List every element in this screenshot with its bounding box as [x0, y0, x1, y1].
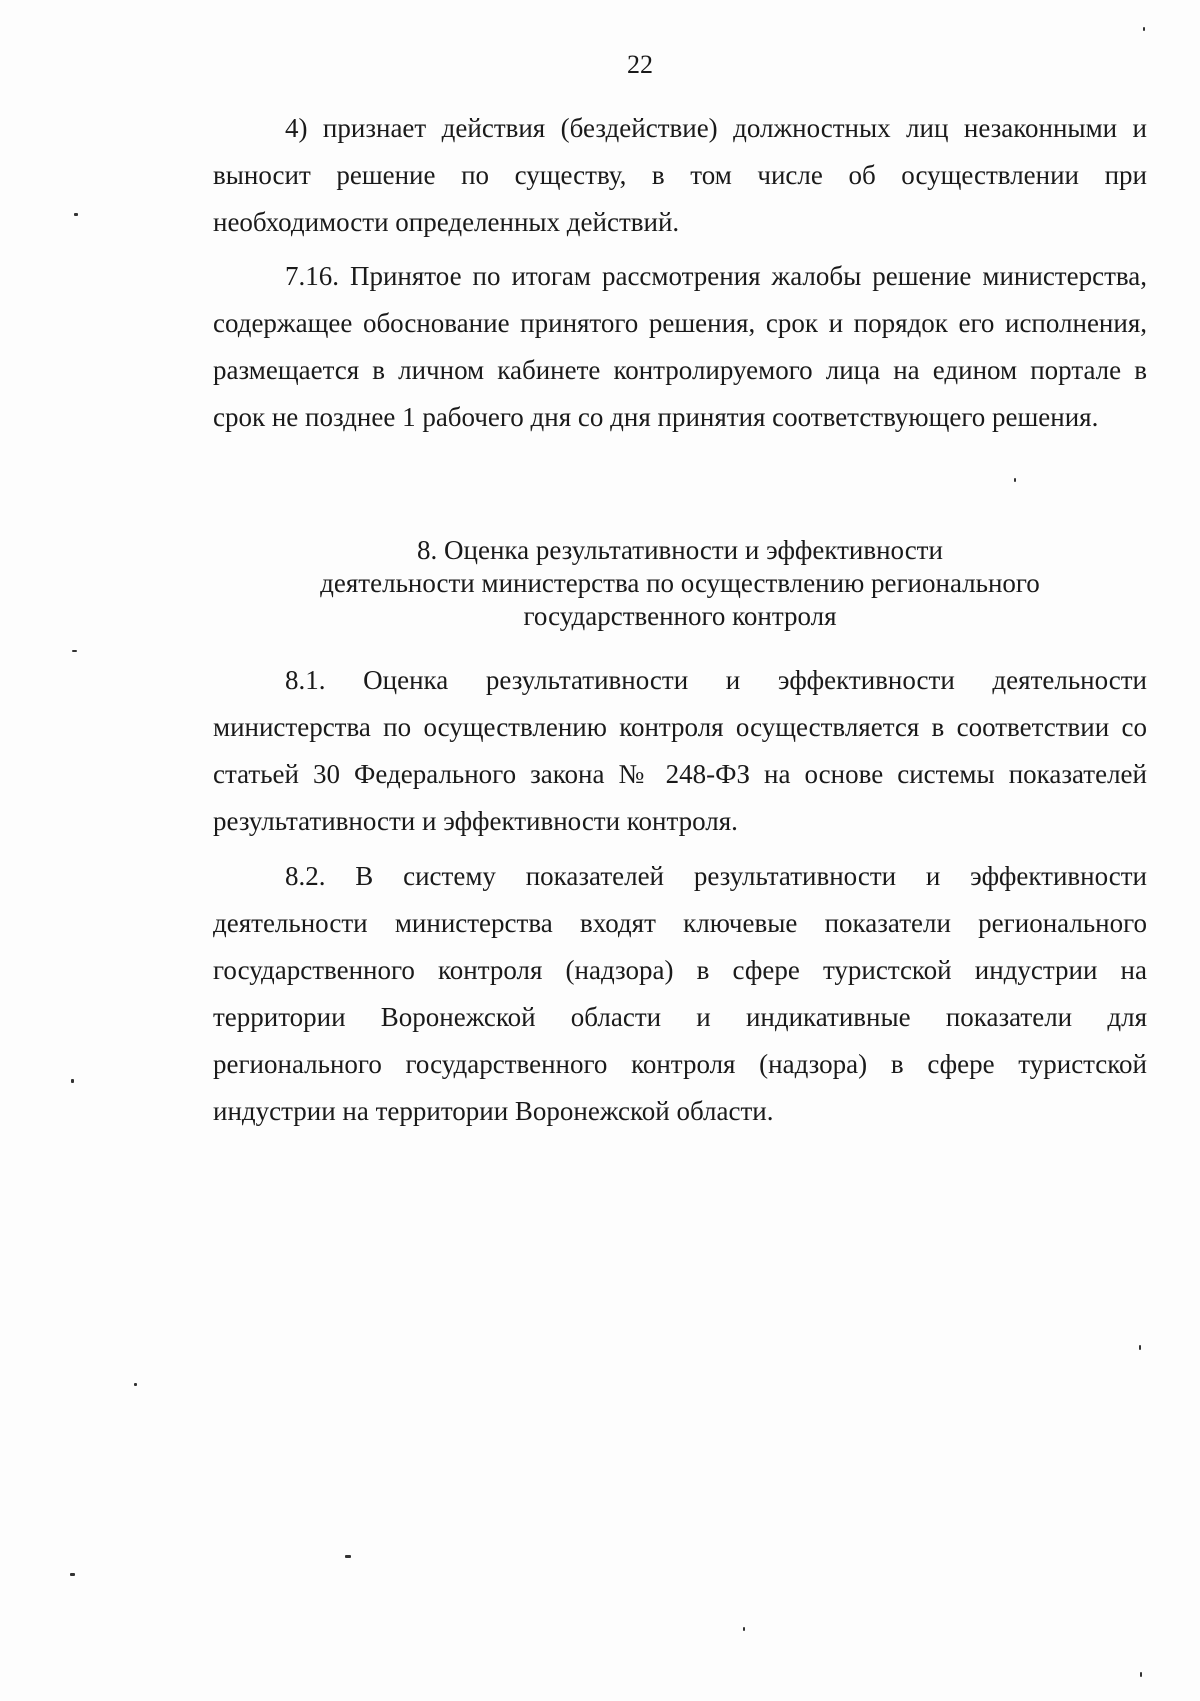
- paragraph-item-4: [213, 105, 1147, 246]
- scan-speck: [72, 650, 77, 652]
- section-heading-line-1: 8. Оценка результативности и эффективности: [417, 535, 943, 565]
- paragraph-text: 4) признает действия (бездействие) должностных лиц незаконными и выносит решение по существу, в том числе об осуществлении при необходимости определенных действий.: [213, 113, 1147, 237]
- page-number: 22: [627, 50, 653, 79]
- scan-speck: [1139, 1345, 1141, 1350]
- paragraph-7-16: [213, 253, 1147, 441]
- section-heading-line-3: государственного контроля: [523, 601, 837, 631]
- paragraph-text: 8.2. В систему показателей результативности и эффективности деятельности министерства входят ключевые показатели регионального государственного контроля (надзора) в сфере туристской индустрии на территории Воронежской области и индикативные показатели для регионального государственного контроля (надзора) в сфере туристской индустрии на территории Воронежской области.: [213, 861, 1147, 1126]
- scan-speck: [74, 213, 78, 216]
- section-heading: [213, 534, 1147, 633]
- scan-speck: [1140, 1672, 1142, 1677]
- scan-speck: [70, 1573, 75, 1576]
- paragraph-8-2: [213, 853, 1147, 1135]
- scan-speck: [71, 1079, 74, 1083]
- paragraph-text: 8.1. Оценка результативности и эффективности деятельности министерства по осуществлению контроля осуществляется в соответствии со статьей 30 Федерального закона № 248-ФЗ на основе системы показателей результативности и эффективности контроля.: [213, 665, 1147, 836]
- scan-speck: [1143, 27, 1145, 31]
- scan-speck: [134, 1383, 137, 1386]
- paragraph-text: 7.16. Принятое по итогам рассмотрения жалобы решение министерства, содержащее обоснование принятого решения, срок и порядок его исполнения, размещается в личном кабинете контролируемого лица на едином портале в срок не позднее 1 рабочего дня со дня принятия соответствующего решения.: [213, 261, 1147, 432]
- scan-speck: [345, 1555, 351, 1558]
- scan-speck: [1014, 478, 1016, 482]
- section-heading-line-2: деятельности министерства по осуществлению регионального: [320, 568, 1040, 598]
- scan-speck: [743, 1627, 745, 1631]
- paragraph-8-1: [213, 657, 1147, 845]
